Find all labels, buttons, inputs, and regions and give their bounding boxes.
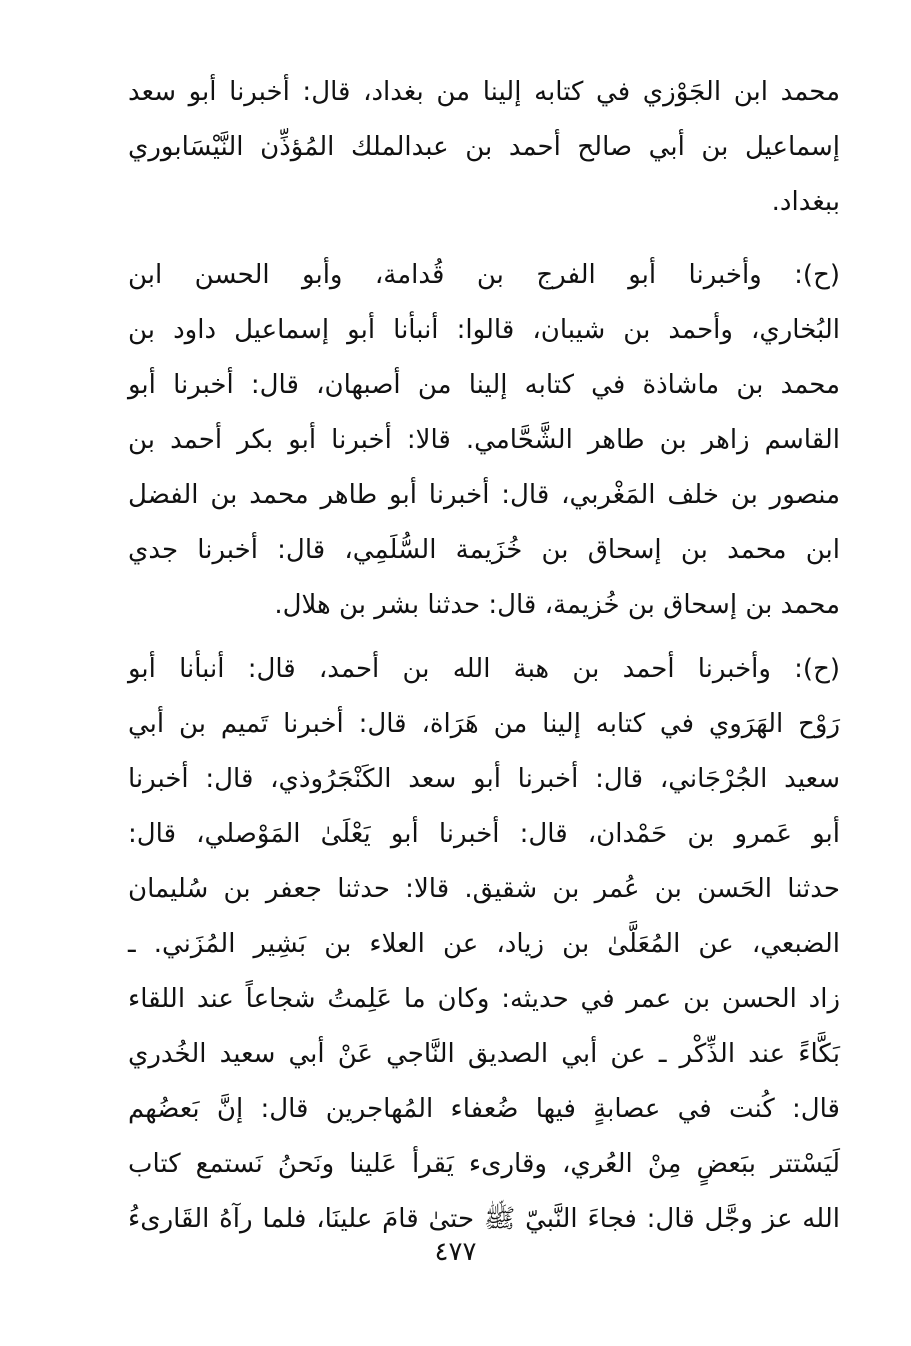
paragraph-3 — [128, 642, 840, 1247]
text-line: رَوْح الهَرَوي في كتابه إلينا من هَرَاة، قال: أخبرنا تَميم بن أبي — [128, 709, 840, 739]
text-line: قال: كُنت في عصابةٍ فيها ضُعفاء المُهاجرين قال: إنَّ بَعضُهم — [128, 1094, 840, 1124]
text-line: القاسم زاهر بن طاهر الشَّحَّامي. قالا: أخبرنا أبو بكر أحمد بن — [128, 425, 840, 455]
text-line: الله عز وجَّل قال: فجاءَ النَّبيّ ﷺ حتىٰ قامَ علينَا، فلما رآهُ القَارىءُ — [128, 1204, 840, 1234]
text-line: سعيد الجُرْجَاني، قال: أخبرنا أبو سعد الكَنْجَرُوذي، قال: أخبرنا — [128, 764, 840, 794]
page-number: ٤٧٧ — [434, 1237, 477, 1267]
text-line: إسماعيل بن أبي صالح أحمد بن عبدالملك المُؤذِّن النَّيْسَابوري — [128, 132, 840, 162]
text-line: (ح): وأخبرنا أبو الفرج بن قُدامة، وأبو الحسن ابن — [128, 260, 840, 290]
text-line: الضبعي، عن المُعَلَّىٰ بن زياد، عن العلاء بن بَشِير المُزَني. ـ — [128, 929, 840, 959]
text-line: منصور بن خلف المَغْربي، قال: أخبرنا أبو طاهر محمد بن الفضل — [128, 480, 840, 510]
text-line: محمد بن إسحاق بن خُزيمة، قال: حدثنا بشر بن هلال. — [274, 590, 840, 620]
paragraph-2 — [128, 248, 840, 633]
text-line: محمد ابن الجَوْزي في كتابه إلينا من بغداد، قال: أخبرنا أبو سعد — [128, 77, 840, 107]
text-line: البُخاري، وأحمد بن شيبان، قالوا: أنبأنا أبو إسماعيل داود بن — [128, 315, 840, 345]
text-line: أبو عَمرو بن حَمْدان، قال: أخبرنا أبو يَعْلَىٰ المَوْصلي، قال: — [128, 819, 840, 849]
text-line: زاد الحسن بن عمر في حديثه: وكان ما عَلِمتُ شجاعاً عند اللقاء — [128, 984, 840, 1014]
paragraph-1 — [128, 65, 840, 230]
text-line: بَكَّاءً عند الذِّكْر ـ عن أبي الصديق النَّاجي عَنْ أبي سعيد الخُدري — [128, 1039, 840, 1069]
text-line: (ح): وأخبرنا أحمد بن هبة الله بن أحمد، قال: أنبأنا أبو — [128, 654, 840, 684]
text-line: حدثنا الحَسن بن عُمر بن شقيق. قالا: حدثنا جعفر بن سُليمان — [128, 874, 840, 904]
text-line: محمد بن ماشاذة في كتابه إلينا من أصبهان، قال: أخبرنا أبو — [128, 370, 840, 400]
text-line: ابن محمد بن إسحاق بن خُزَيمة السُّلَمِي، قال: أخبرنا جدي — [128, 535, 840, 565]
text-line: لَيَسْتتر ببَعضٍ مِنْ العُري، وقارىء يَقرأ عَلينا ونَحنُ نَستمع كتاب — [128, 1149, 840, 1179]
text-line: ببغداد. — [771, 187, 840, 217]
